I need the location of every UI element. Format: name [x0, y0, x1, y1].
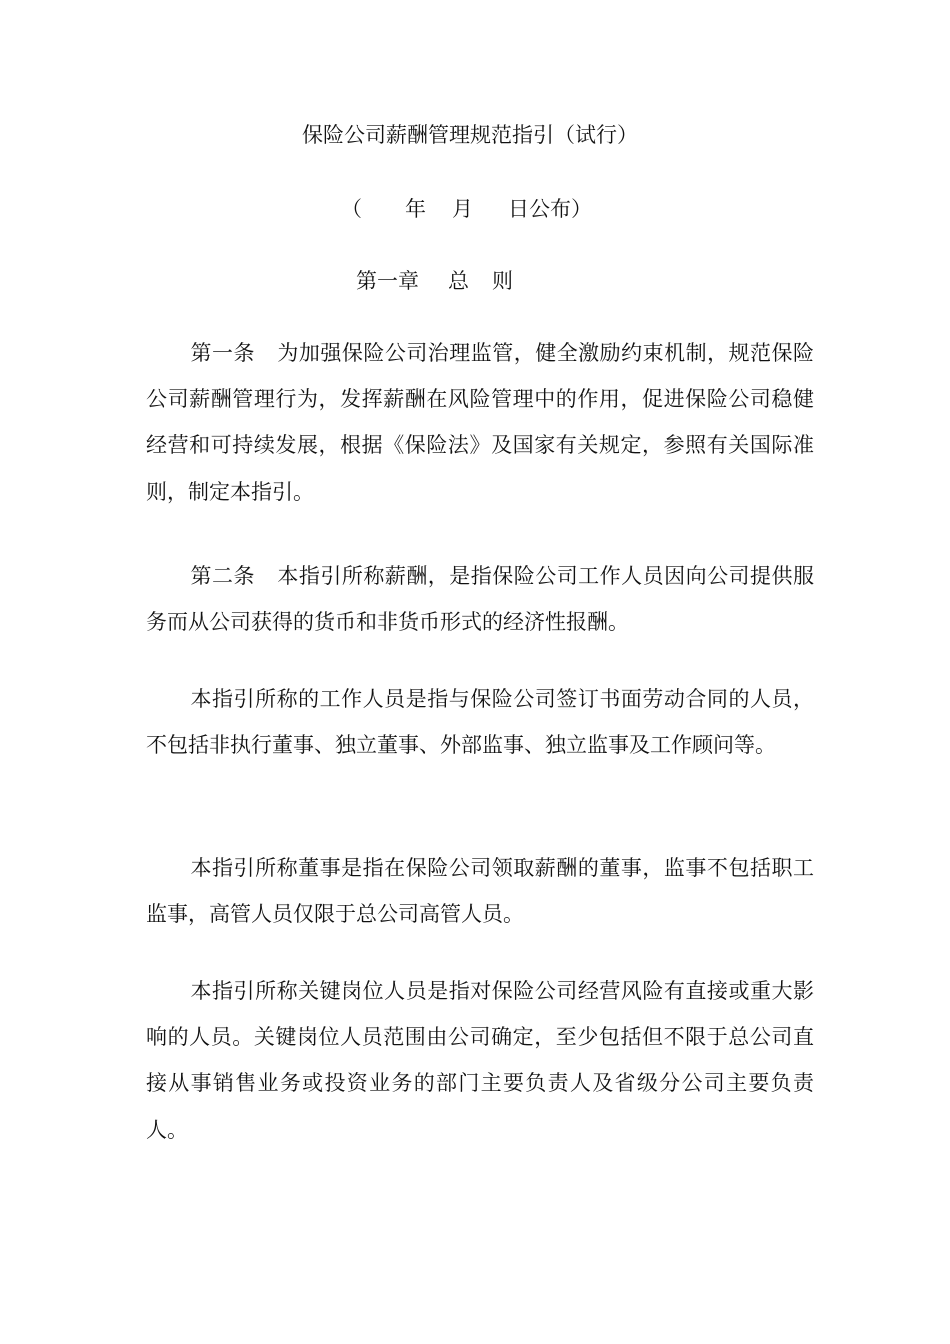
- paragraph-staff-definition-text: 本指引所称的工作人员是指与保险公司签订书面劳动合同的人员，不包括非执行董事、独立董事、外部监事、独立监事及工作顾问等。: [146, 687, 814, 758]
- article-1: [146, 330, 814, 515]
- article-2: [146, 553, 814, 645]
- article-1-text: 为加强保险公司治理监管，健全激励约束机制，规范保险公司薪酬管理行为，发挥薪酬在风险管理中的作用，促进保险公司稳健经营和可持续发展，根据《保险法》及国家有关规定，参照有关国际准则，制定本指引。: [146, 341, 815, 504]
- paragraph-staff-definition: [146, 676, 814, 768]
- chapter-name-part2: 则: [492, 269, 513, 293]
- paragraph-key-position-definition: [146, 968, 814, 1153]
- date-day-published: 日公布）: [508, 197, 592, 221]
- paragraph-director-definition: [146, 845, 814, 937]
- paragraph-key-position-definition-text: 本指引所称关键岗位人员是指对保险公司经营风险有直接或重大影响的人员。关键岗位人员范围由公司确定，至少包括但不限于总公司直接从事销售业务或投资业务的部门主要负责人及省级分公司主要负责人。: [146, 979, 814, 1142]
- article-1-label: 第一条: [190, 341, 255, 365]
- article-2-label: 第二条: [190, 564, 255, 588]
- document-title: 保险公司薪酬管理规范指引（试行）: [302, 123, 638, 147]
- chapter-number: 第一章: [356, 269, 419, 293]
- paragraph-director-definition-text: 本指引所称董事是指在保险公司领取薪酬的董事，监事不包括职工监事，高管人员仅限于总公司高管人员。: [146, 856, 814, 927]
- chapter-name-part1: 总: [448, 269, 469, 293]
- date-month: 月: [452, 197, 473, 221]
- date-open-paren: （: [341, 197, 362, 221]
- date-year: 年: [405, 197, 426, 221]
- article-2-text: 本指引所称薪酬，是指保险公司工作人员因向公司提供服务而从公司获得的货币和非货币形式的经济性报酬。: [146, 564, 815, 635]
